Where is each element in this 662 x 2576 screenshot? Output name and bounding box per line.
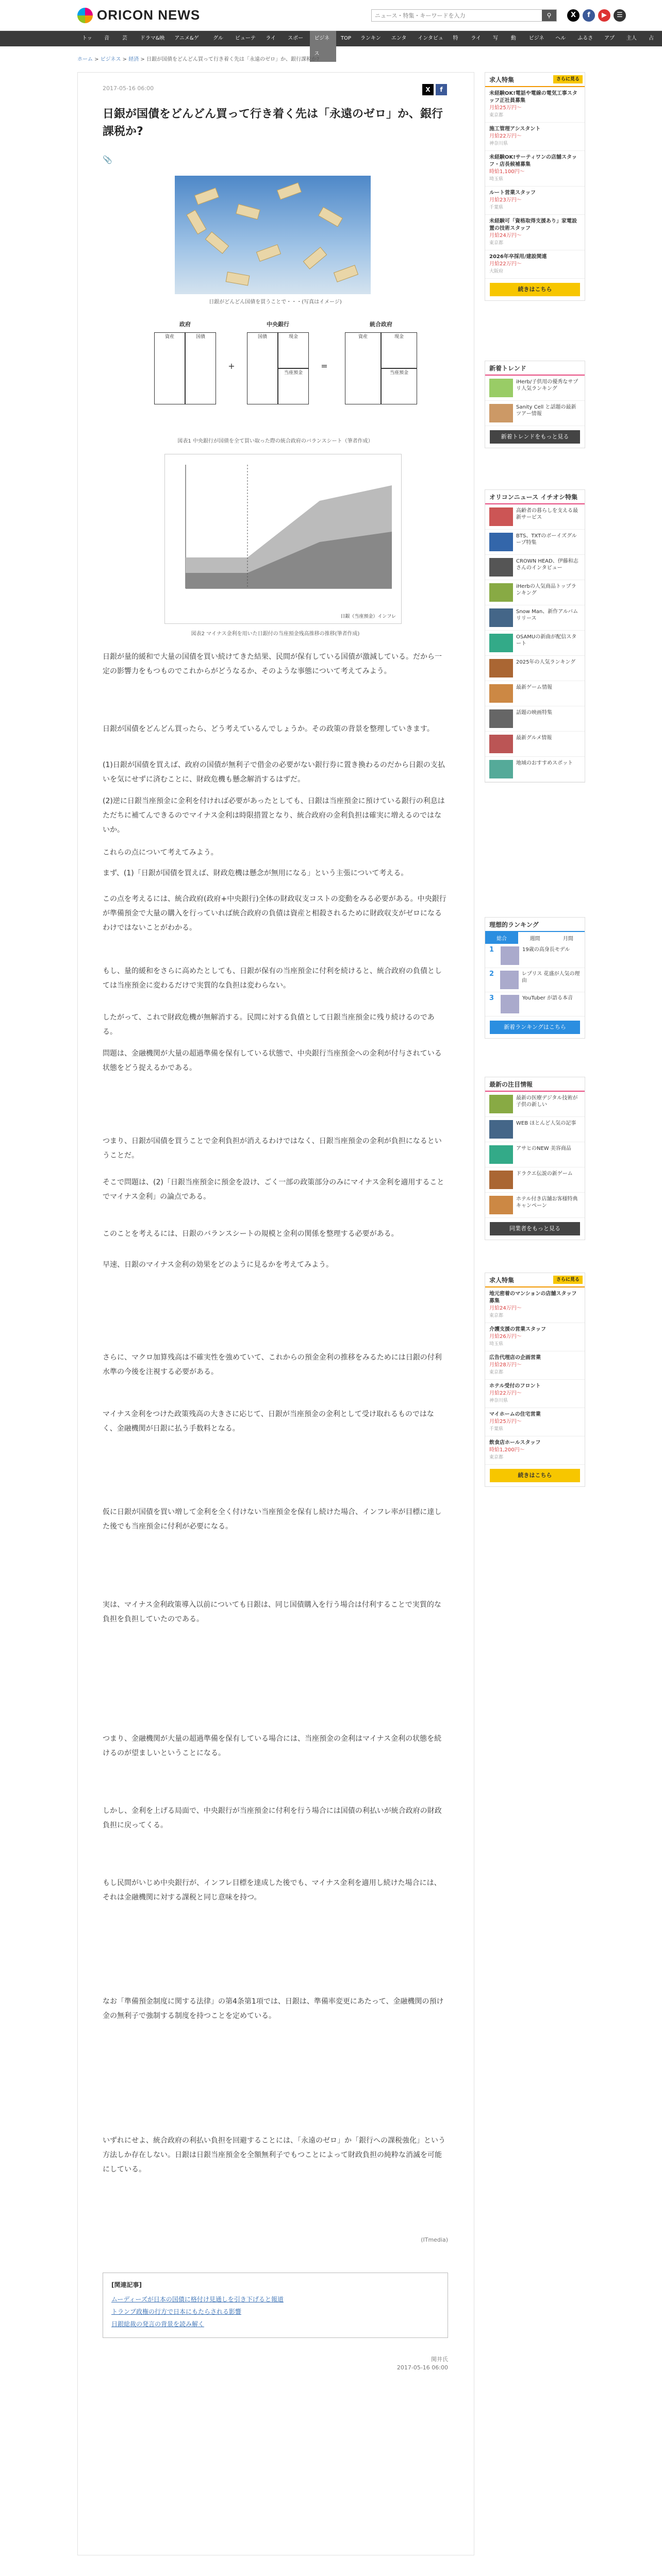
fresh-item[interactable] bbox=[485, 1092, 585, 1117]
pickup-item[interactable] bbox=[485, 631, 585, 656]
pickup-item[interactable] bbox=[485, 605, 585, 631]
article-photo-money bbox=[175, 176, 371, 294]
trend-more-button[interactable]: 新着トレンドをもっと見る bbox=[490, 430, 580, 444]
job-item[interactable] bbox=[485, 87, 585, 123]
pickup-text: iHerbの人気商品トップランキング bbox=[516, 584, 576, 596]
job-company: 未経験可「資格取得支援あり」家電設置の技術スタッフ bbox=[489, 218, 577, 231]
job-location: 千葉県 bbox=[489, 205, 504, 210]
article-paragraph: これらの点について考えてみよう。 bbox=[103, 849, 218, 857]
fresh-widget bbox=[485, 1077, 585, 1240]
job-company: マイホームの住宅営業 bbox=[489, 1412, 541, 1417]
trend-widget bbox=[485, 361, 585, 448]
search-box bbox=[371, 9, 557, 22]
pickup-thumbnail bbox=[489, 760, 513, 778]
pickup-item[interactable] bbox=[485, 555, 585, 580]
pickup-thumbnail bbox=[489, 659, 513, 677]
job-location: 東京都 bbox=[489, 1370, 504, 1375]
search-icon[interactable]: ⚲ bbox=[542, 10, 556, 21]
ranking-item[interactable] bbox=[485, 992, 585, 1016]
rank-text: 19歳の高身長モデル bbox=[522, 947, 570, 953]
site-header bbox=[0, 0, 662, 31]
share-facebook-icon[interactable]: f bbox=[436, 84, 447, 95]
job-location: 千葉県 bbox=[489, 1427, 504, 1432]
job-pay: 月給26万円〜 bbox=[489, 1334, 522, 1340]
job-pay: 時給1,100円〜 bbox=[489, 169, 525, 175]
job-company: 未経験OK!サーティワンの店舗スタッフ・店長候補募集 bbox=[489, 155, 577, 167]
pickup-thumbnail bbox=[489, 709, 513, 728]
pickup-text: 話題の映画特集 bbox=[516, 710, 552, 716]
fresh-thumbnail bbox=[489, 1145, 513, 1164]
fig2-cb-assets: 国債 bbox=[247, 332, 278, 404]
pickup-item[interactable] bbox=[485, 504, 585, 530]
job-pay: 時給1,200円〜 bbox=[489, 1447, 525, 1453]
ranking-title: 理想的ランキング bbox=[485, 918, 585, 932]
related-title: [関連記事] bbox=[111, 2281, 142, 2289]
oricon-logo-mark bbox=[77, 8, 93, 23]
fresh-text: ドラクエ伝説の新ゲーム bbox=[516, 1171, 573, 1177]
nav-item[interactable]: 主人公 bbox=[626, 36, 637, 57]
logo-text: ORICON NEWS bbox=[97, 7, 201, 23]
job-item[interactable] bbox=[485, 151, 585, 187]
pickup-thumbnail bbox=[489, 735, 513, 753]
rank-number: 1 bbox=[489, 946, 494, 954]
job-company: ホテル受付のフロント bbox=[489, 1383, 541, 1389]
job-location: 東京都 bbox=[489, 1313, 504, 1318]
pickup-text: CROWN HEAD、伊藤和志さんのインタビュー bbox=[516, 558, 578, 571]
job-item[interactable] bbox=[485, 1323, 585, 1351]
job-location: 埼玉県 bbox=[489, 1342, 504, 1347]
job-location: 東京都 bbox=[489, 113, 504, 118]
nav-item[interactable]: ビューティ bbox=[235, 36, 256, 57]
fresh-item[interactable] bbox=[485, 1193, 585, 1218]
fresh-text: 最新の医療デジタル技術が子供の新しい bbox=[516, 1095, 578, 1108]
article-paragraph: もし、量的緩和をさらに高めたとしても、日銀が保有の当座預金に付利を続けると、統合政府の負債としては当座預金に変わるだけで実質的な負担は変わらない。 bbox=[103, 967, 442, 990]
jobs2-title: 求人特集 bbox=[489, 1277, 515, 1284]
fresh-thumbnail bbox=[489, 1120, 513, 1139]
nav-item[interactable]: アニメ&ゲーム bbox=[174, 36, 199, 57]
pickup-text: BTS、TXTのボーイズグループ特集 bbox=[516, 533, 577, 546]
job-pay: 月給23万円〜 bbox=[489, 197, 522, 203]
oricon-logo[interactable] bbox=[77, 7, 200, 23]
rank-text: YouTuber が語る本音 bbox=[522, 995, 573, 1001]
figure3-svg bbox=[165, 454, 402, 609]
pickup-text: Snow Man、新作アルバムリリース bbox=[516, 609, 578, 621]
fig2-cb-cash: 現金 bbox=[278, 332, 309, 368]
jobs-widget bbox=[485, 72, 585, 301]
figure1-caption: 日銀がどんどん国債を買うことで・・・(写真はイメージ) bbox=[209, 299, 342, 305]
nav-item[interactable]: ふるさと bbox=[577, 36, 593, 57]
job-company: 施工管理アシスタント bbox=[489, 126, 541, 132]
nav-item[interactable]: ビジネス bbox=[528, 36, 544, 57]
rank-text: レプリス 花盛が人気の理由 bbox=[521, 971, 580, 984]
nav-item[interactable]: ヘルス bbox=[555, 36, 566, 57]
pickup-thumbnail bbox=[489, 583, 513, 602]
job-pay: 月給25万円〜 bbox=[489, 105, 522, 111]
nav-item[interactable]: 音楽 bbox=[104, 36, 110, 57]
fresh-thumbnail bbox=[489, 1171, 513, 1189]
article-paragraph: この点を考えるには、統合政府(政府+中央銀行)全体の財政収支コストの変動をみる必要がある。中央銀行が準備預金で大量の購入を行っていれば統合政府の負債は資産と相殺されるために財政収支がゼロになるわけではないことがわかる。 bbox=[103, 895, 446, 932]
fig2-gov-debt: 国債 bbox=[185, 332, 216, 404]
job-company: ルート営業スタッフ bbox=[489, 190, 536, 196]
ranking-more-button[interactable]: 新着ランキングはこちら bbox=[490, 1021, 580, 1034]
nav-item[interactable]: インタビュー bbox=[418, 36, 443, 57]
rank-number: 3 bbox=[489, 994, 494, 1002]
job-location: 神奈川県 bbox=[489, 1398, 508, 1403]
nav-item[interactable]: 芸能 bbox=[122, 36, 127, 57]
job-item[interactable] bbox=[485, 187, 585, 215]
article-paragraph: しかし、金利を上げる局面で、中央銀行が当座預金に付利を行う場合には国債の利払いが統合政府の財政負担に戻ってくる。 bbox=[103, 1807, 442, 1829]
article-paragraph: そこで問題は、(2)「日銀当座預金に預金を設け、ごく一部の政策部分のみにマイナス金利を適用することでマイナス金利」の論点である。 bbox=[103, 1178, 444, 1201]
article-title: 日銀が国債をどんどん買って行き着く先は「永遠のゼロ」か、銀行課税か? bbox=[103, 108, 443, 138]
clip-icon[interactable]: 📎 bbox=[103, 155, 112, 164]
article-paragraph: なお「準備預金制度に関する法律」の第4条第1項では、日銀は、準備率変更にあたって、金融機関の預け金の無利子で強制する制度を持つことを定めている。 bbox=[103, 1997, 444, 2020]
article-paragraph: (2)逆に日銀当座預金に金利を付ければ必要があったとしても、日銀は当座預金に預けている銀行の利息はただちに補てんできるのでマイナス金利は時限措置となり、統合政府の金利負担は確実に増えるのではないか。 bbox=[103, 797, 445, 834]
article-date: 2017-05-16 06:00 bbox=[103, 85, 154, 92]
job-location: 大阪府 bbox=[489, 269, 504, 274]
pickup-text: 2025年の人気ランキング bbox=[516, 659, 576, 665]
job-item[interactable] bbox=[485, 1351, 585, 1380]
article-paragraph: 早速、日銀のマイナス金利の効果をどのように見るかを考えてみよう。 bbox=[103, 1261, 334, 1269]
ranking-item[interactable] bbox=[485, 944, 585, 968]
author-date: 2017-05-16 06:00 bbox=[396, 2364, 448, 2371]
fig2-unified-cash: 現金 bbox=[381, 332, 417, 368]
job-company: 広告代理店の企画営業 bbox=[489, 1355, 541, 1361]
fresh-text: WEB ほとんど人気の記事 bbox=[516, 1121, 576, 1126]
nav-item[interactable]: 動画 bbox=[510, 36, 516, 57]
job-item[interactable] bbox=[485, 1436, 585, 1465]
article-paragraph: つまり、金融機関が大量の超過準備を保有している場合には、当座預金の金利はマイナス金利の状態を続けるのが望ましいということになる。 bbox=[103, 1735, 442, 1757]
article-paragraph: 日銀が国債をどんどん買ったら、どう考えているんでしょうか。その政策の背景を整理していきます。 bbox=[103, 725, 434, 733]
nav-item[interactable]: 占い bbox=[649, 36, 654, 57]
article-paragraph: つまり、日銀が国債を買うことで金利負担が消えるわけではなく、日銀当座預金の金利が負担になるということだ。 bbox=[103, 1137, 442, 1160]
source-label: (ITmedia) bbox=[421, 2236, 448, 2243]
job-item[interactable] bbox=[485, 1287, 585, 1323]
nav-item[interactable]: ビジネス bbox=[310, 31, 336, 62]
youtube-icon[interactable]: ▶ bbox=[598, 9, 610, 22]
job-item[interactable] bbox=[485, 250, 585, 279]
pickup-item[interactable] bbox=[485, 757, 585, 782]
job-company: 2026年卒採用/建設関連 bbox=[489, 254, 547, 260]
trend-item[interactable]: iHerb/子供用の優秀なサプリ人気ランキング bbox=[485, 376, 585, 401]
related-link[interactable]: ムーディーズが日本の国債に格付け見通しを引き下げると報道 bbox=[111, 2296, 284, 2303]
pickup-item[interactable] bbox=[485, 706, 585, 732]
job-location: 東京都 bbox=[489, 241, 504, 246]
fig2-plus: + bbox=[226, 361, 237, 371]
article-paragraph: マイナス金利をつけた政策残高の大きさに応じて、日銀が当座預金の金利として受け取れるものではなく、金融機関が日銀に払う手数料となる。 bbox=[103, 1410, 434, 1433]
pickup-item[interactable] bbox=[485, 732, 585, 757]
job-pay: 月給22万円〜 bbox=[489, 133, 522, 139]
ranking-widget bbox=[485, 917, 585, 1039]
jobs-more-button[interactable]: さらに見る bbox=[553, 75, 583, 83]
article-paragraph: 問題は、金融機関が大量の超過準備を保有している状態で、中央銀行当座預金への金利が付与されている状態をどう捉えるかである。 bbox=[103, 1049, 442, 1072]
pickup-widget bbox=[485, 489, 585, 783]
jobs2-more-button[interactable]: さらに見る bbox=[553, 1276, 583, 1284]
job-pay: 月給25万円〜 bbox=[489, 1419, 522, 1425]
ranking-tab[interactable]: 総合 bbox=[485, 932, 518, 944]
pickup-text: 最新グルメ情報 bbox=[516, 735, 552, 741]
nav-item[interactable]: 写真 bbox=[493, 36, 499, 57]
pickup-text: OSAMUの新曲が配信スタート bbox=[516, 634, 577, 647]
nav-item[interactable]: ランキング bbox=[360, 36, 381, 57]
job-location: 神奈川県 bbox=[489, 141, 508, 146]
x-icon[interactable]: X bbox=[567, 9, 580, 22]
breadcrumb: ホーム > ビジネス > 経済 > 日銀が国債をどんどん買って行き着く先は「永遠のゼロ」か、銀行課税か? bbox=[77, 57, 320, 62]
pickup-thumbnail bbox=[489, 608, 513, 627]
nav-item[interactable]: TOP bbox=[340, 36, 351, 41]
nav-item[interactable]: ドラマ&映画 bbox=[140, 36, 165, 57]
fresh-thumbnail bbox=[489, 1095, 513, 1113]
article-paragraph: 実は、マイナス金利政策導入以前についても日銀は、同じ国債購入を行う場合は付利することで実質的な負担を負担していたのである。 bbox=[103, 1601, 441, 1623]
article-paragraph: (1)日銀が国債を買えば、政府の国債が無利子で借金の必要がない銀行券に置き換わるのだから日銀の支払いを気にせずに済むことに、財政危機も懸念解消するはずだ。 bbox=[103, 761, 445, 784]
jobs-continue-button[interactable]: 続きはこちら bbox=[490, 283, 580, 296]
nav-item[interactable]: 特集 bbox=[453, 36, 458, 57]
nav-item[interactable]: トップ bbox=[82, 36, 92, 57]
article-paragraph: まず、(1)「日銀が国債を買えば、財政危機は懸念が無用になる」という主張について考える。 bbox=[103, 869, 408, 877]
fig2-label-unified: 統合政府 bbox=[345, 320, 417, 328]
article-container bbox=[77, 72, 474, 2555]
job-pay: 月給22万円〜 bbox=[489, 261, 522, 267]
share-x-icon[interactable]: X bbox=[422, 84, 434, 95]
pickup-item[interactable] bbox=[485, 656, 585, 681]
nav-item[interactable]: ライブ bbox=[471, 36, 481, 57]
rank-number: 2 bbox=[489, 970, 494, 978]
related-articles bbox=[103, 2273, 448, 2338]
jobs2-continue-button[interactable]: 続きはこちら bbox=[490, 1469, 580, 1482]
fresh-thumbnail bbox=[489, 1196, 513, 1214]
job-item[interactable] bbox=[485, 215, 585, 250]
pickup-thumbnail bbox=[489, 634, 513, 652]
fresh-item[interactable] bbox=[485, 1142, 585, 1167]
menu-icon[interactable]: ☰ bbox=[614, 9, 626, 22]
pickup-text: 最新ゲーム情報 bbox=[516, 685, 552, 690]
breadcrumb-economy[interactable]: 経済 bbox=[128, 57, 139, 62]
article-paragraph: さらに、マクロ加算残高は不確実性を強めていて、これからの預金金利の推移をみるためには日銀の付利水準の今後を注視する必要がある。 bbox=[103, 1353, 442, 1376]
related-link[interactable]: トランプ政権の行方で日本にもたらされる影響 bbox=[111, 2308, 242, 2315]
job-item[interactable] bbox=[485, 1380, 585, 1408]
facebook-icon[interactable]: f bbox=[583, 9, 595, 22]
author: 関井氏 bbox=[431, 2356, 448, 2363]
pickup-thumbnail bbox=[489, 684, 513, 703]
job-company: 飲食店ホールスタッフ bbox=[489, 1440, 541, 1446]
job-pay: 月給22万円〜 bbox=[489, 1391, 522, 1396]
rank-thumbnail bbox=[501, 995, 519, 1013]
jobs2-widget bbox=[485, 1273, 585, 1487]
fig2-unified-assets: 資産 bbox=[345, 332, 381, 404]
article-paragraph: このことを考えるには、日銀のバランスシートの規模と金利の関係を整理する必要がある。 bbox=[103, 1230, 399, 1238]
pickup-thumbnail bbox=[489, 558, 513, 577]
fig3-x-label: 日銀（当座預金）インフレ bbox=[340, 614, 396, 619]
ranking-tab[interactable]: 月間 bbox=[562, 936, 573, 942]
job-item[interactable] bbox=[485, 1408, 585, 1436]
rank-thumbnail bbox=[500, 971, 519, 989]
pickup-text: 高齢者の暮らしを支える最新サービス bbox=[516, 508, 578, 520]
pickup-thumbnail bbox=[489, 533, 513, 551]
job-company: 未経験OK!電話や電線の電気工事スタッフ正社員募集 bbox=[489, 91, 577, 104]
fig2-label-gov: 政府 bbox=[154, 320, 216, 328]
breadcrumb-home[interactable]: ホーム bbox=[77, 57, 93, 62]
figure3-caption: 図表2 マイナス金利を用いた日銀付の当座預金残高推移の推移(筆者作成) bbox=[191, 631, 360, 637]
trend-item[interactable]: Sanity Cell と話題の最新ツアー情報 bbox=[485, 401, 585, 426]
fresh-text: アサヒのNEW 美容商品 bbox=[516, 1146, 571, 1151]
ranking-item[interactable] bbox=[485, 968, 585, 992]
article-paragraph: 仮に日銀が国債を買い増して金利を全く付けない当座預金を保有し続けた場合、インフレ率が目標に達した後でも当座預金に付利が必要になる。 bbox=[103, 1508, 442, 1531]
breadcrumb-business[interactable]: ビジネス bbox=[100, 57, 121, 62]
pickup-item[interactable] bbox=[485, 681, 585, 706]
fresh-item[interactable] bbox=[485, 1117, 585, 1142]
article-paragraph: 日銀が量的緩和で大量の国債を買い続けてきた結果、民間が保有している国債が激減している。だから一定の影響力をもつものでこれからがどうなるか、そのような事態について考えてみよう。 bbox=[103, 653, 442, 675]
fresh-item[interactable] bbox=[485, 1167, 585, 1193]
rank-thumbnail bbox=[501, 946, 519, 965]
job-pay: 月給24万円〜 bbox=[489, 1306, 522, 1311]
trend-title: 新着トレンド bbox=[485, 361, 585, 376]
fresh-title: 最新の注目情報 bbox=[485, 1077, 585, 1092]
article-paragraph: いずれにせよ、統合政府の利払い負担を回避することには、「永遠のゼロ」か「銀行への課税強化」という方法しか存在しない。日銀は日銀当座預金を全額無利子でもつことによって財政負担の純粋な消滅を可能にしている。 bbox=[103, 2137, 445, 2174]
pickup-thumbnail bbox=[489, 507, 513, 526]
fig2-label-cb: 中央銀行 bbox=[247, 320, 309, 328]
fig2-unified-reserve: 当座預金 bbox=[381, 368, 417, 404]
fresh-text: ホテル付き店舗お客様特典キャンペーン bbox=[516, 1196, 578, 1209]
job-pay: 月給24万円〜 bbox=[489, 233, 522, 239]
nav-item[interactable]: エンタメ bbox=[391, 36, 407, 57]
global-nav bbox=[0, 31, 662, 57]
nav-item[interactable]: スポーツ bbox=[288, 36, 304, 57]
search-input[interactable] bbox=[372, 10, 542, 21]
job-item[interactable] bbox=[485, 123, 585, 151]
pickup-text: 地域のおすすめスポット bbox=[516, 760, 573, 766]
jobs-title: 求人特集 bbox=[489, 76, 515, 83]
pickup-item[interactable] bbox=[485, 530, 585, 555]
job-company: 介護支援の営業スタッフ bbox=[489, 1327, 546, 1332]
fig2-equals: = bbox=[319, 361, 329, 371]
nav-item[interactable]: ライフ bbox=[266, 36, 276, 57]
figure2-caption: 図表1 中央銀行が国債を全て買い取った際の統合政府のバランスシート（筆者作成） bbox=[177, 438, 373, 444]
fresh-more-button[interactable]: 同業者をもっと見る bbox=[490, 1222, 580, 1235]
ranking-tabs bbox=[485, 932, 585, 944]
related-link[interactable]: 日銀総裁の発言の背景を読み解く bbox=[111, 2320, 205, 2328]
article-paragraph: もし民間がいじめ中央銀行が、インフレ目標を達成した後でも、マイナス金利を適用し続けた場合には、それは金融機関に対する課税と同じ意味を持つ。 bbox=[103, 1879, 441, 1902]
figure3-chart bbox=[164, 454, 402, 624]
article-paragraph: したがって、これで財政危機が無解消する。民間に対する負債として日銀当座預金に残り続けるのである。 bbox=[103, 1013, 435, 1036]
ranking-tab[interactable]: 週間 bbox=[529, 936, 540, 942]
nav-item[interactable]: グルメ bbox=[213, 36, 223, 57]
job-pay: 月給28万円〜 bbox=[489, 1362, 522, 1368]
pickup-title: オリコンニュース イチオシ特集 bbox=[485, 490, 585, 504]
nav-item[interactable]: アプリ bbox=[604, 36, 615, 57]
job-company: 地元密着のマンションの店舗スタッフ募集 bbox=[489, 1291, 577, 1304]
job-location: 東京都 bbox=[489, 1455, 504, 1460]
breadcrumb-current: 日銀が国債をどんどん買って行き着く先は「永遠のゼロ」か、銀行課税か? bbox=[146, 57, 320, 62]
figure2-balance-sheet bbox=[144, 320, 422, 449]
fig2-gov-assets: 資産 bbox=[154, 332, 185, 404]
pickup-item[interactable] bbox=[485, 580, 585, 605]
fig2-cb-reserve: 当座預金 bbox=[278, 368, 309, 404]
job-location: 埼玉県 bbox=[489, 177, 504, 182]
